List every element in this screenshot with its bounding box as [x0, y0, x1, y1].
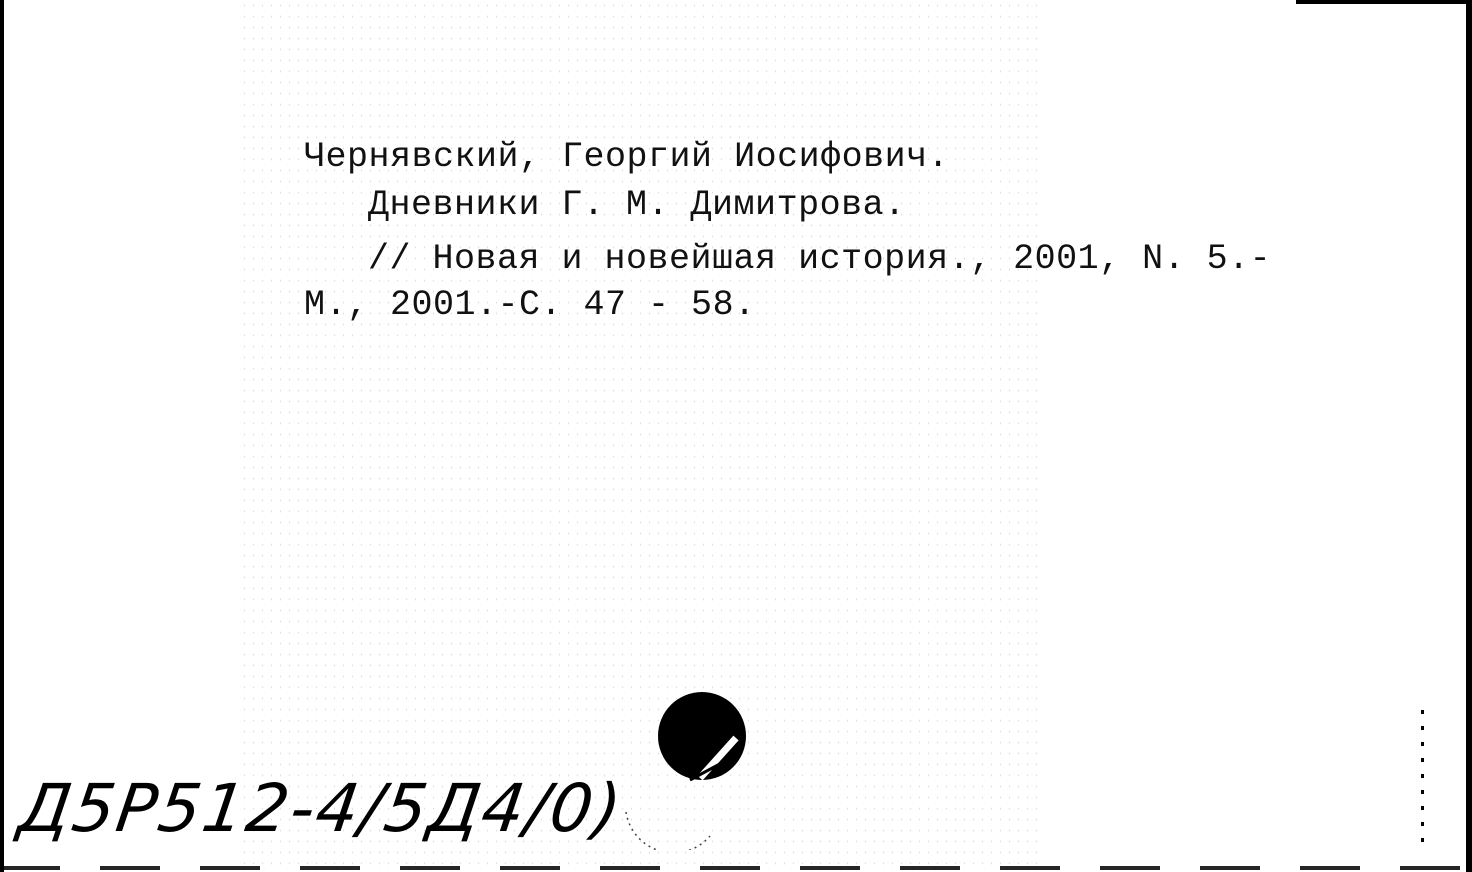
- source-line: // Новая и новейшая история., 2001, N. 5.-: [368, 239, 1272, 279]
- card-edge-left: [0, 0, 4, 872]
- imprint-line: М., 2001.-С. 47 - 58.: [304, 285, 756, 325]
- shelfmark-handwritten: Д5Р512-4/5Д4/0): [14, 770, 628, 847]
- card-edge-bottom: [0, 866, 1472, 870]
- author-line: Чернявский, Георгий Иосифович.: [304, 137, 950, 177]
- title-line: Дневники Г. М. Димитрова.: [368, 185, 906, 225]
- card-edge-right-dots: [1421, 710, 1424, 850]
- card-edge-right: [1466, 0, 1472, 872]
- punch-hole-icon: [656, 690, 748, 782]
- card-edge-top: [1296, 0, 1472, 4]
